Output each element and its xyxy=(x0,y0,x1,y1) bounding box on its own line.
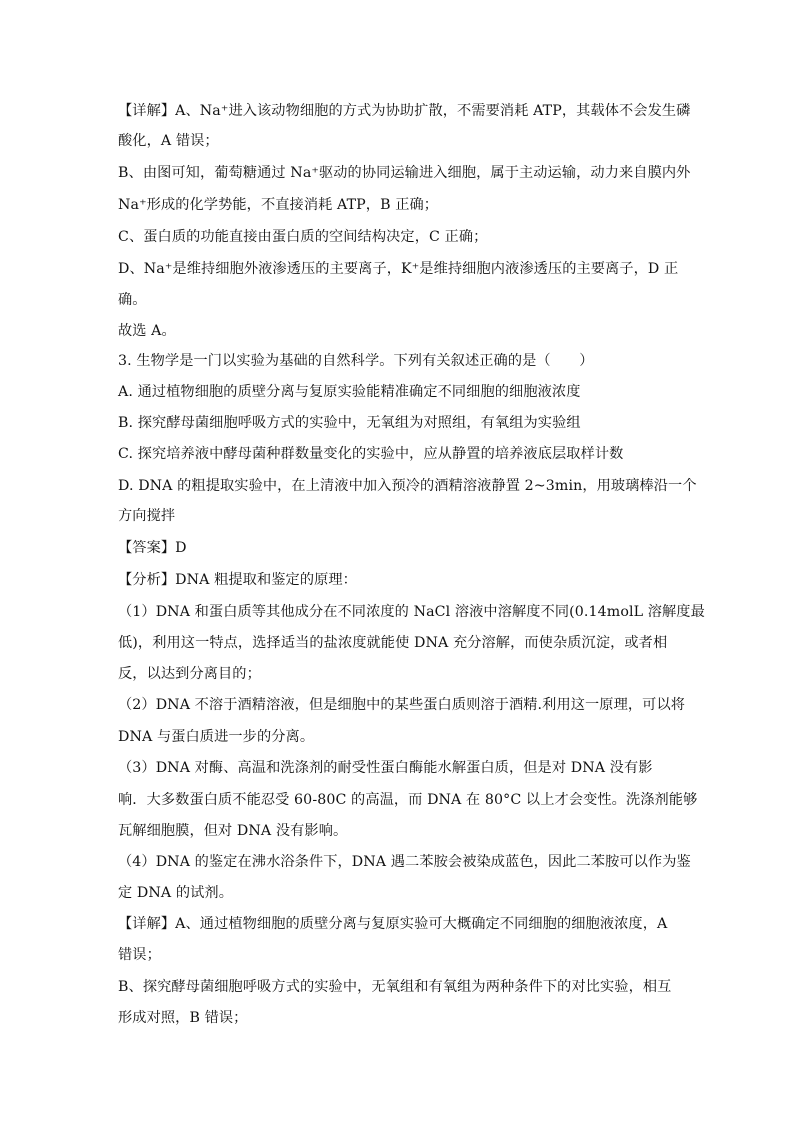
text-line: DNA 与蛋白质进一步的分离。 xyxy=(118,729,315,745)
text-line: （4）DNA 的鉴定在沸水浴条件下，DNA 遇二苯胺会被染成蓝色，因此二苯胺可以作为鉴 xyxy=(118,854,691,870)
text-line: 故选 A。 xyxy=(118,323,176,339)
text-line: 酸化，A 错误； xyxy=(118,133,219,149)
text-line: C、蛋白质的功能直接由蛋白质的空间结构决定，C 正确； xyxy=(118,229,488,245)
text-line: 定 DNA 的试剂。 xyxy=(118,885,233,901)
text-line: D、Na⁺是维持细胞外液渗透压的主要离子，K⁺是维持细胞内液渗透压的主要离子，D 正 xyxy=(118,261,679,277)
text-line: B、探究酵母菌细胞呼吸方式的实验中，无氧组和有氧组为两种条件下的对比实验，相互 xyxy=(118,979,672,995)
text-line: （1）DNA 和蛋白质等其他成分在不同浓度的 NaCl 溶液中溶解度不同(0.14molL 溶解度最 xyxy=(118,604,705,620)
option-b: B. 探究酵母菌细胞呼吸方式的实验中，无氧组为对照组，有氧组为实验组 xyxy=(118,415,581,431)
detail-heading: 【详解】A、通过植物细胞的质壁分离与复原实验可大概确定不同细胞的细胞液浓度，A xyxy=(118,916,668,932)
text-line: 错误； xyxy=(118,947,161,963)
text-line: B、由图可知，葡萄糖通过 Na⁺驱动的协同运输进入细胞，属于主动运输，动力来自膜内外 xyxy=(118,165,691,181)
answer-line: 【答案】D xyxy=(118,540,187,556)
analysis-heading: 【分析】DNA 粗提取和鉴定的原理： xyxy=(118,572,357,588)
text-line: 响．大多数蛋白质不能忍受 60-80C 的高温，而 DNA 在 80°C 以上才会变性。洗涤剂能够 xyxy=(118,792,698,808)
text-line: 低)，利用这一特点，选择适当的盐浓度就能使 DNA 充分溶解，而使杂质沉淀，或者相 xyxy=(118,635,668,651)
text-line: 【详解】A、Na⁺进入该动物细胞的方式为协助扩散，不需要消耗 ATP，其载体不会发生磷 xyxy=(118,103,691,119)
option-c: C. 探究培养液中酵母菌种群数量变化的实验中，应从静置的培养液底层取样计数 xyxy=(118,446,624,462)
text-line: 确。 xyxy=(118,292,147,308)
text-line: Na⁺形成的化学势能，不直接消耗 ATP，B 正确； xyxy=(118,197,439,213)
text-line: （2）DNA 不溶于酒精溶液，但是细胞中的某些蛋白质则溶于酒精.利用这一原理，可以将 xyxy=(118,697,686,713)
option-d: D. DNA 的粗提取实验中，在上清液中加入预冷的酒精溶液静置 2~3min，用玻璃棒沿一个 xyxy=(118,478,697,494)
text-line: （3）DNA 对酶、高温和洗涤剂的耐受性蛋白酶能水解蛋白质，但是对 DNA 没有影 xyxy=(118,760,653,776)
option-a: A. 通过植物细胞的质壁分离与复原实验能精准确定不同细胞的细胞液浓度 xyxy=(118,384,581,400)
question-stem: 3. 生物学是一门以实验为基础的自然科学。下列有关叙述正确的是（ ） xyxy=(118,353,594,369)
text-line: 反，以达到分离目的； xyxy=(118,666,261,682)
text-line: 瓦解细胞膜，但对 DNA 没有影响。 xyxy=(118,823,348,839)
text-line: 形成对照，B 错误； xyxy=(118,1010,248,1026)
option-d-cont: 方向搅拌 xyxy=(118,508,176,524)
